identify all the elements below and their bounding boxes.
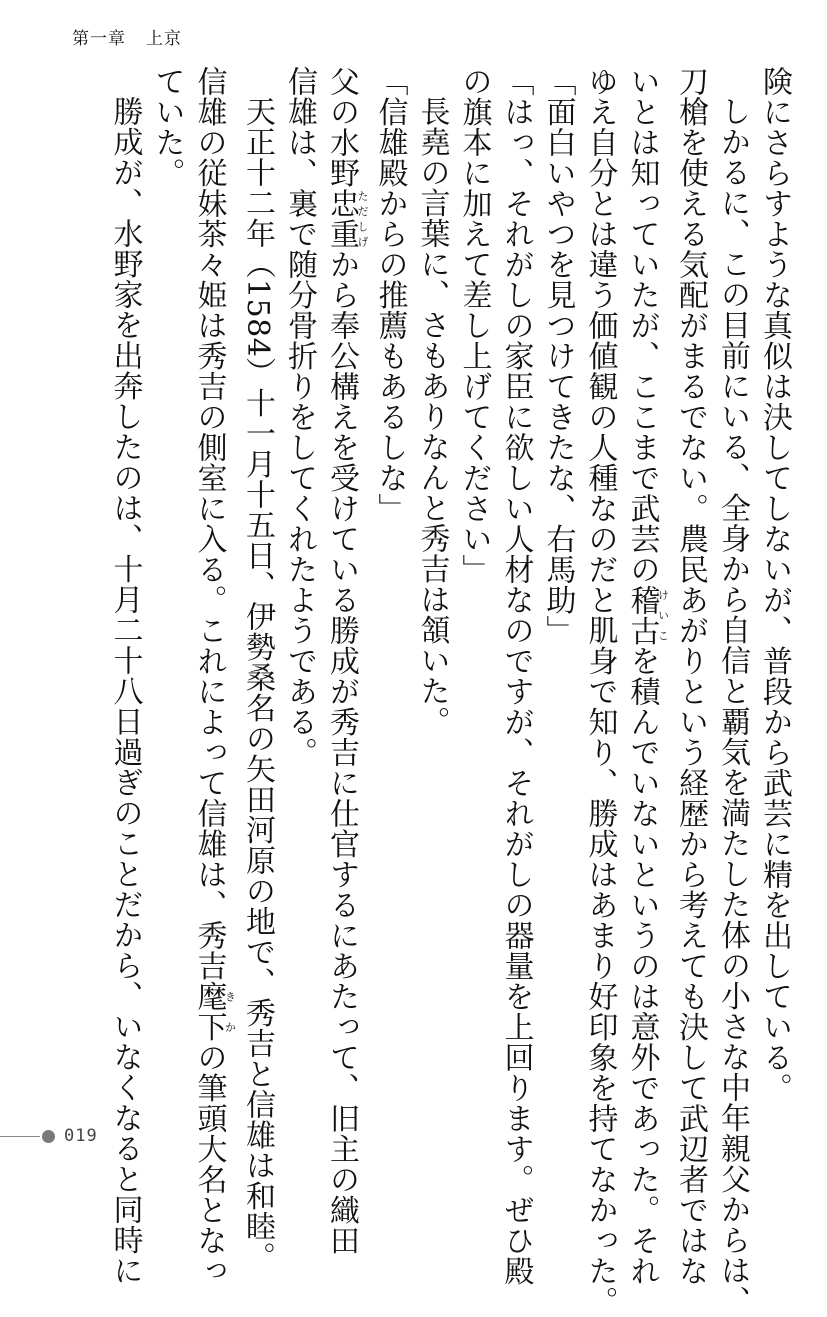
text-line: 信雄は、裏で随分骨折りをしてくれたようである。 bbox=[282, 66, 317, 768]
furigana: 麾下きか bbox=[191, 981, 237, 1042]
text-line: 父の水野忠重ただしげから奉公構えを受けている勝成が秀吉に仕官するにあたって、旧主の織田 bbox=[324, 66, 369, 1256]
text-line: 「はっ、それがしの家臣に欲しい人材なのですが、それがしの器量を上回ります。ぜひ殿 bbox=[498, 66, 534, 1286]
text-line: 刀槍を使える気配がまるでない。農民あがりという経歴から考えても決して武辺者ではな bbox=[673, 66, 708, 1286]
footer-dot-icon bbox=[42, 1130, 55, 1143]
footer-rule bbox=[0, 1136, 40, 1137]
page-number: 019 bbox=[64, 1126, 98, 1146]
text-line: の旗本に加えて差し上げてください」 bbox=[456, 66, 492, 585]
body-text bbox=[104, 66, 796, 1317]
running-head bbox=[72, 24, 182, 49]
text-line: ゆえ自分とは違う価値観の人種なのだと肌身で知り、勝成はあまり好印象を持てなかった。 bbox=[582, 66, 618, 1317]
text-line: 信雄の従妹茶々姫は秀吉の側室に入る。これによって信雄は、秀吉麾下きかの筆頭大名となっ bbox=[191, 66, 237, 1286]
text-line: いとは知っていたが、ここまで武芸の稽古けいこを積んでいないというのは意外であった。それ bbox=[624, 66, 670, 1286]
text-line: 長堯の言葉に、さもありなんと秀吉は頷いた。 bbox=[414, 96, 450, 737]
chapter-title: 上京 bbox=[146, 29, 182, 49]
text-line: 勝成が、水野家を出奔したのは、十月二十八日過ぎのことだから、いなくなると同時に bbox=[107, 96, 143, 1286]
text-line: 「面白いやつを見つけてきたな、右馬助」 bbox=[540, 66, 576, 646]
text-line: 「信雄殿からの推薦もあるしな」 bbox=[372, 66, 408, 524]
furigana: 稽古けいこ bbox=[624, 584, 670, 646]
page-footer bbox=[0, 1126, 98, 1146]
chapter-label: 第一章 bbox=[72, 29, 126, 49]
text-line: 険にさらすような真似は決してしないが、普段から武芸に精を出している。 bbox=[757, 66, 792, 1103]
text-line: しかるに、この目前にいる、全身から自信と覇気を満たした体の小さな中年親父からは、 bbox=[715, 96, 750, 1316]
text-line: ていた。 bbox=[149, 66, 185, 188]
furigana: 忠重ただしげ bbox=[324, 188, 369, 249]
text-line: 天正十二年（1584）十一月十五日、伊勢桑名の矢田河原の地で、秀吉と信雄は和睦。 bbox=[240, 96, 275, 1273]
